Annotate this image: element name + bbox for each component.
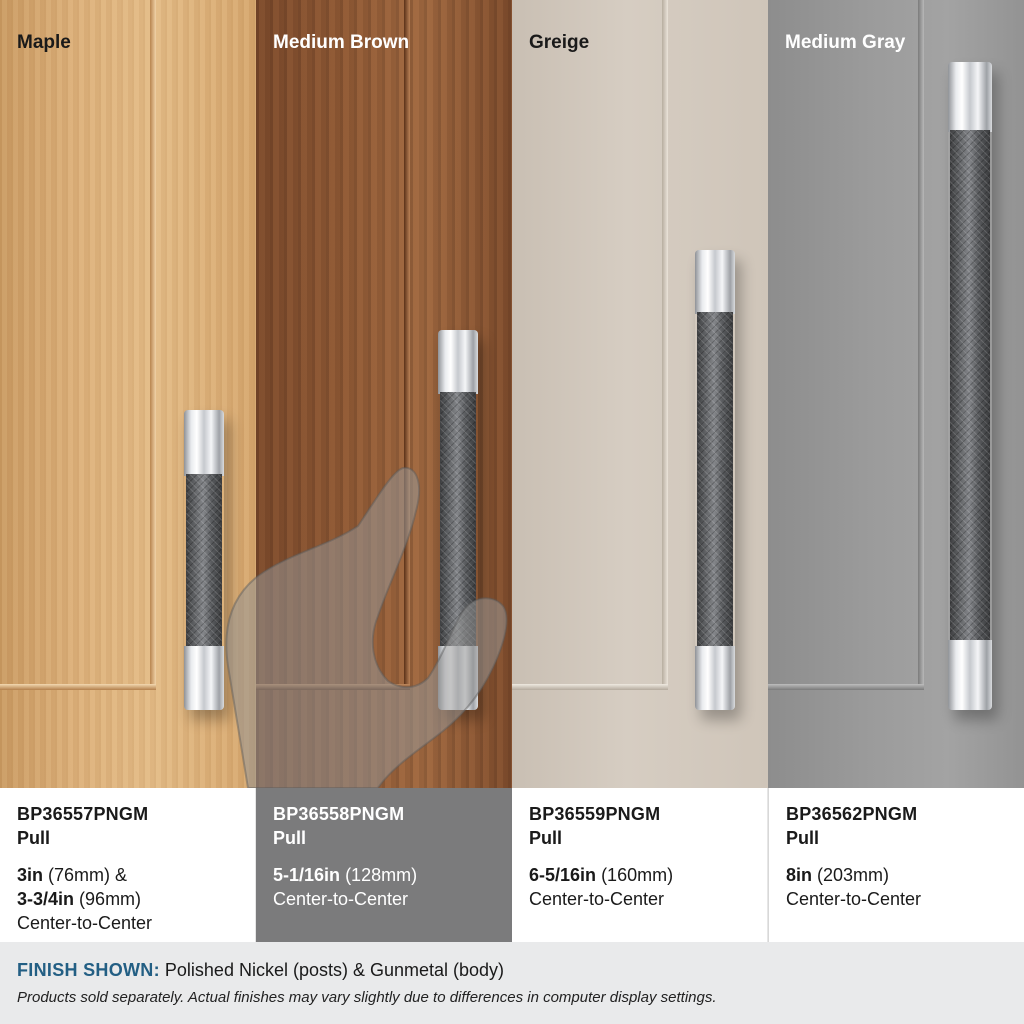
product-info-bp36562 [768,788,1024,942]
product-size [786,863,1007,911]
pull-body [950,130,990,642]
panel-greige [512,0,768,788]
product-type: Pull [273,828,307,848]
size-metric: (160mm) [601,865,674,885]
size-metric: (203mm) [817,865,890,885]
size-metric: (128mm) [345,865,418,885]
size-imperial-alt: 3-3/4in [17,889,75,909]
size-description: Center-to-Center [17,913,153,933]
pull-post-top [695,250,735,314]
disclaimer-text: Products sold separately. Actual finishes may vary slightly due to differences in computer display settings. [17,989,717,1006]
product-size [529,863,750,911]
door-frame-horizontal [768,684,924,690]
finish-name-maple: Maple [17,32,71,53]
size-imperial: 3in [17,865,44,885]
pull-body [186,474,223,648]
pull-bp36562 [948,62,992,710]
size-imperial: 5-1/16in [273,865,341,885]
pull-post-top [948,62,992,132]
finish-name-medium-gray: Medium Gray [785,32,906,53]
size-description: Center-to-Center [273,889,409,909]
finish-footer [0,942,1024,1024]
size-description: Center-to-Center [786,889,922,909]
product-info-row [0,788,1024,942]
door-frame-vertical [150,0,156,690]
pull-post-top [438,330,478,394]
pull-body [697,312,734,648]
product-sku: BP36559PNGM [529,804,661,824]
product-sku: BP36562PNGM [786,804,918,824]
finish-shown-text: Polished Nickel (posts) & Gunmetal (body) [164,960,505,980]
product-sku: BP36557PNGM [17,804,149,824]
finish-name-greige: Greige [529,32,590,53]
door-frame-vertical [918,0,924,690]
size-metric: (76mm) & [48,865,128,885]
pull-post-bottom [948,640,992,710]
product-info-bp36558 [256,788,512,942]
pull-post-bottom [695,646,735,710]
product-size [17,863,238,935]
product-type: Pull [529,828,563,848]
pull-bp36559 [695,250,735,710]
product-info-bp36557 [0,788,256,942]
product-size [273,863,495,911]
panel-medium-gray [768,0,1024,788]
size-description: Center-to-Center [529,889,665,909]
finish-name-medium-brown: Medium Brown [273,32,410,53]
door-frame-horizontal [512,684,668,690]
product-info-bp36559 [512,788,768,942]
door-frame-vertical [662,0,668,690]
product-sku: BP36558PNGM [273,804,405,824]
size-metric-alt: (96mm) [79,889,142,909]
size-imperial: 6-5/16in [529,865,597,885]
finish-shown-label: FINISH SHOWN: [17,960,160,980]
finish-shown [17,958,1007,982]
product-type: Pull [17,828,51,848]
hand-silhouette-icon [218,466,518,788]
size-imperial: 8in [786,865,813,885]
product-type: Pull [786,828,820,848]
door-frame-horizontal [0,684,156,690]
